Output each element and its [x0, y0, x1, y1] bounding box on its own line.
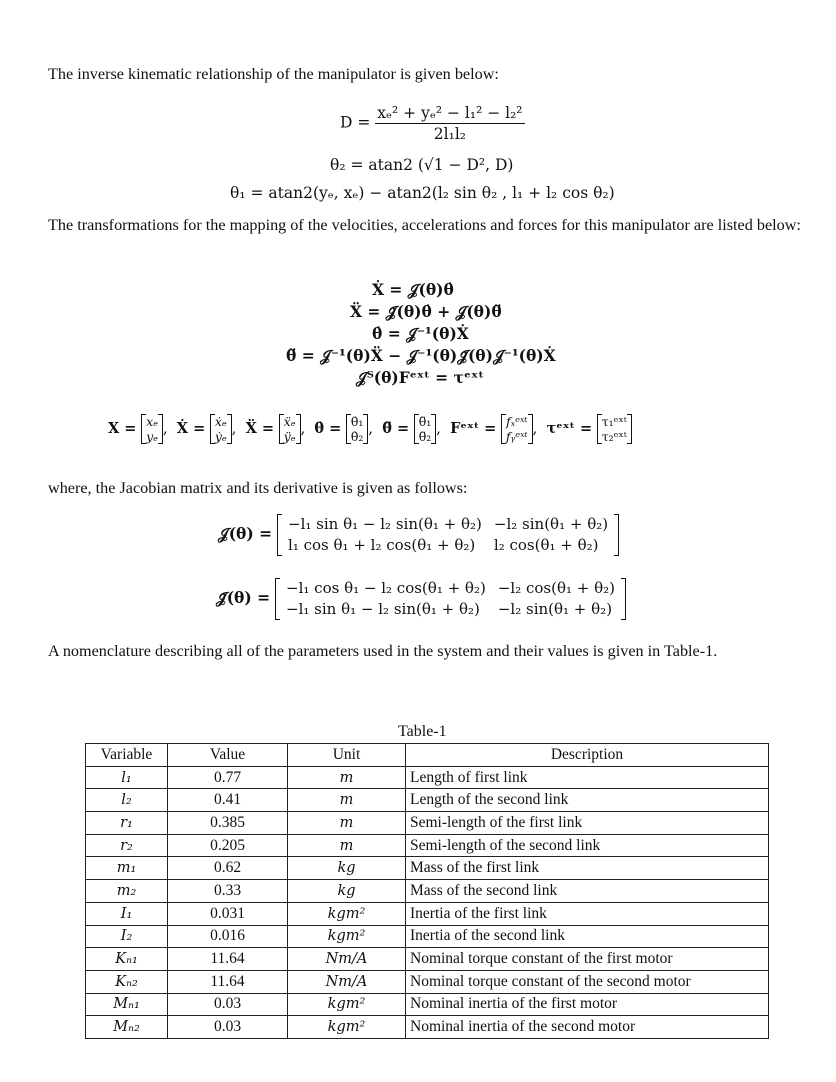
- transform-eq-5: 𝒥ᵀ(θ)Fᵉˣᵗ = τᵉˣᵗ: [356, 368, 484, 387]
- table-row: [86, 789, 769, 812]
- intro-paragraph: The inverse kinematic relationship of the manipulator is given below:: [48, 65, 499, 83]
- cell-variable: I₁: [86, 902, 168, 925]
- cell-unit: m: [288, 766, 406, 789]
- cell-variable: r₁: [86, 812, 168, 835]
- cell-variable: Mₙ₂: [86, 1016, 168, 1039]
- cell-unit: Nm/A: [288, 948, 406, 971]
- jacobian-equation: [218, 514, 619, 556]
- cell-value: 0.385: [168, 812, 288, 835]
- cell-unit: m: [288, 834, 406, 857]
- table-row: [86, 857, 769, 880]
- table-row: [86, 1016, 769, 1039]
- cell-variable: I₂: [86, 925, 168, 948]
- equation-theta1: θ₁ = atan2(yₑ, xₑ) − atan2(l₂ sin θ₂ , l₁ + l₂ cos θ₂): [230, 184, 615, 202]
- vector-def-x: X = xₑ yₑ ,: [108, 414, 173, 444]
- cell-value: 0.205: [168, 834, 288, 857]
- transform-eq-2: Ẍ = 𝒥̇(θ)θ̇ + 𝒥(θ)θ̈: [350, 302, 502, 321]
- cell-unit: kg: [288, 857, 406, 880]
- header-variable: Variable: [86, 744, 168, 767]
- header-unit: Unit: [288, 744, 406, 767]
- cell-unit: kgm²: [288, 902, 406, 925]
- cell-variable: Kₙ₁: [86, 948, 168, 971]
- jacobian-lhs: 𝒥(θ) =: [218, 524, 273, 543]
- cell-description: Semi-length of the second link: [406, 834, 769, 857]
- transform-eq-3: θ̇ = 𝒥⁻¹(θ)Ẋ: [372, 324, 469, 343]
- jacobian-r2c2: l₂ cos(θ₁ + θ₂): [493, 536, 599, 554]
- cell-unit: kgm²: [288, 925, 406, 948]
- cell-value: 11.64: [168, 970, 288, 993]
- cell-description: Semi-length of the first link: [406, 812, 769, 835]
- equation-theta2: θ₂ = atan2 (√1 − D², D): [330, 156, 514, 174]
- table-header-row: [86, 744, 769, 767]
- equation-d-fraction: [375, 104, 524, 143]
- jacobian-dot-r1c1: −l₁ cos θ₁ − l₂ cos(θ₁ + θ₂): [286, 579, 486, 597]
- cell-description: Length of the second link: [406, 789, 769, 812]
- cell-description: Length of first link: [406, 766, 769, 789]
- table-row: [86, 766, 769, 789]
- cell-variable: m₁: [86, 857, 168, 880]
- jacobian-dot-r2c1: −l₁ sin θ₁ − l₂ sin(θ₁ + θ₂): [286, 600, 480, 618]
- cell-variable: Kₙ₂: [86, 970, 168, 993]
- cell-unit: kgm²: [288, 993, 406, 1016]
- jacobian-dot-matrix: [275, 578, 626, 620]
- cell-variable: Mₙ₁: [86, 993, 168, 1016]
- nomenclature-table: [85, 743, 769, 1039]
- header-value: Value: [168, 744, 288, 767]
- equation-d-numerator: xₑ² + yₑ² − l₁² − l₂²: [377, 104, 523, 122]
- vector-def-thetaddot: θ̈ = θ̈₁ θ̈₂ ,: [382, 414, 446, 444]
- transform-eq-1: Ẋ = 𝒥(θ)θ̇: [372, 280, 454, 299]
- jacobian-r1c2: −l₂ sin(θ₁ + θ₂): [493, 515, 609, 533]
- cell-variable: l₂: [86, 789, 168, 812]
- vector-def-tauext: τᵉˣᵗ = τ₁ᵉˣᵗ τ₂ᵉˣᵗ: [546, 421, 631, 437]
- table-row: [86, 948, 769, 971]
- vector-def-xddot: Ẍ = ẍₑ ÿₑ ,: [245, 414, 310, 444]
- equation-d-denominator: 2l₁l₂: [433, 125, 466, 143]
- jacobian-matrix: [277, 514, 619, 556]
- cell-value: 0.03: [168, 993, 288, 1016]
- cell-description: Mass of the first link: [406, 857, 769, 880]
- cell-value: 11.64: [168, 948, 288, 971]
- table-row: [86, 925, 769, 948]
- cell-value: 0.62: [168, 857, 288, 880]
- cell-description: Mass of the second link: [406, 880, 769, 903]
- cell-description: Nominal torque constant of the first motor: [406, 948, 769, 971]
- cell-variable: m₂: [86, 880, 168, 903]
- cell-unit: kgm²: [288, 1016, 406, 1039]
- cell-value: 0.016: [168, 925, 288, 948]
- vector-definitions: [108, 414, 632, 444]
- jacobian-r1c1: −l₁ sin θ₁ − l₂ sin(θ₁ + θ₂): [288, 515, 482, 533]
- table-row: [86, 880, 769, 903]
- cell-unit: Nm/A: [288, 970, 406, 993]
- cell-value: 0.031: [168, 902, 288, 925]
- vector-def-thetadot: θ̇ = θ̇₁ θ̇₂ ,: [314, 414, 378, 444]
- vector-def-fext: Fᵉˣᵗ = fₓᵉˣᵗ fᵧᵉˣᵗ ,: [450, 414, 542, 444]
- cell-description: Nominal torque constant of the second motor: [406, 970, 769, 993]
- cell-description: Inertia of the first link: [406, 902, 769, 925]
- cell-value: 0.41: [168, 789, 288, 812]
- jacobian-dot-r2c2: −l₂ sin(θ₁ + θ₂): [497, 600, 613, 618]
- table-caption: Table-1: [398, 723, 447, 740]
- cell-variable: l₁: [86, 766, 168, 789]
- table-row: [86, 970, 769, 993]
- cell-unit: kg: [288, 880, 406, 903]
- cell-unit: m: [288, 812, 406, 835]
- jacobian-dot-r1c2: −l₂ cos(θ₁ + θ₂): [497, 579, 616, 597]
- header-description: Description: [406, 744, 769, 767]
- cell-description: Nominal inertia of the first motor: [406, 993, 769, 1016]
- table-row: [86, 812, 769, 835]
- table-row: [86, 834, 769, 857]
- cell-unit: m: [288, 789, 406, 812]
- vector-def-xdot: Ẋ = ẋₑ ẏₑ ,: [176, 414, 241, 444]
- equation-d-lhs: D =: [340, 113, 371, 132]
- jacobian-r2c1: l₁ cos θ₁ + l₂ cos(θ₁ + θ₂): [288, 536, 476, 554]
- cell-description: Inertia of the second link: [406, 925, 769, 948]
- table-row: [86, 902, 769, 925]
- cell-value: 0.33: [168, 880, 288, 903]
- cell-description: Nominal inertia of the second motor: [406, 1016, 769, 1039]
- table-row: [86, 993, 769, 1016]
- jacobian-dot-lhs: 𝒥̇(θ) =: [216, 588, 271, 607]
- cell-value: 0.77: [168, 766, 288, 789]
- jacobian-paragraph: where, the Jacobian matrix and its derivative is given as follows:: [48, 479, 468, 497]
- jacobian-dot-equation: [216, 578, 626, 620]
- cell-value: 0.03: [168, 1016, 288, 1039]
- transform-paragraph: The transformations for the mapping of the velocities, accelerations and forces for this manipulator are listed below:: [48, 216, 801, 234]
- transform-eq-4: θ̈ = 𝒥⁻¹(θ)Ẍ − 𝒥⁻¹(θ)𝒥̇(θ)𝒥⁻¹(θ)Ẋ: [286, 346, 556, 365]
- equation-d: [340, 104, 525, 143]
- nomenclature-paragraph: A nomenclature describing all of the parameters used in the system and their values is given in Table-1.: [48, 642, 718, 660]
- cell-variable: r₂: [86, 834, 168, 857]
